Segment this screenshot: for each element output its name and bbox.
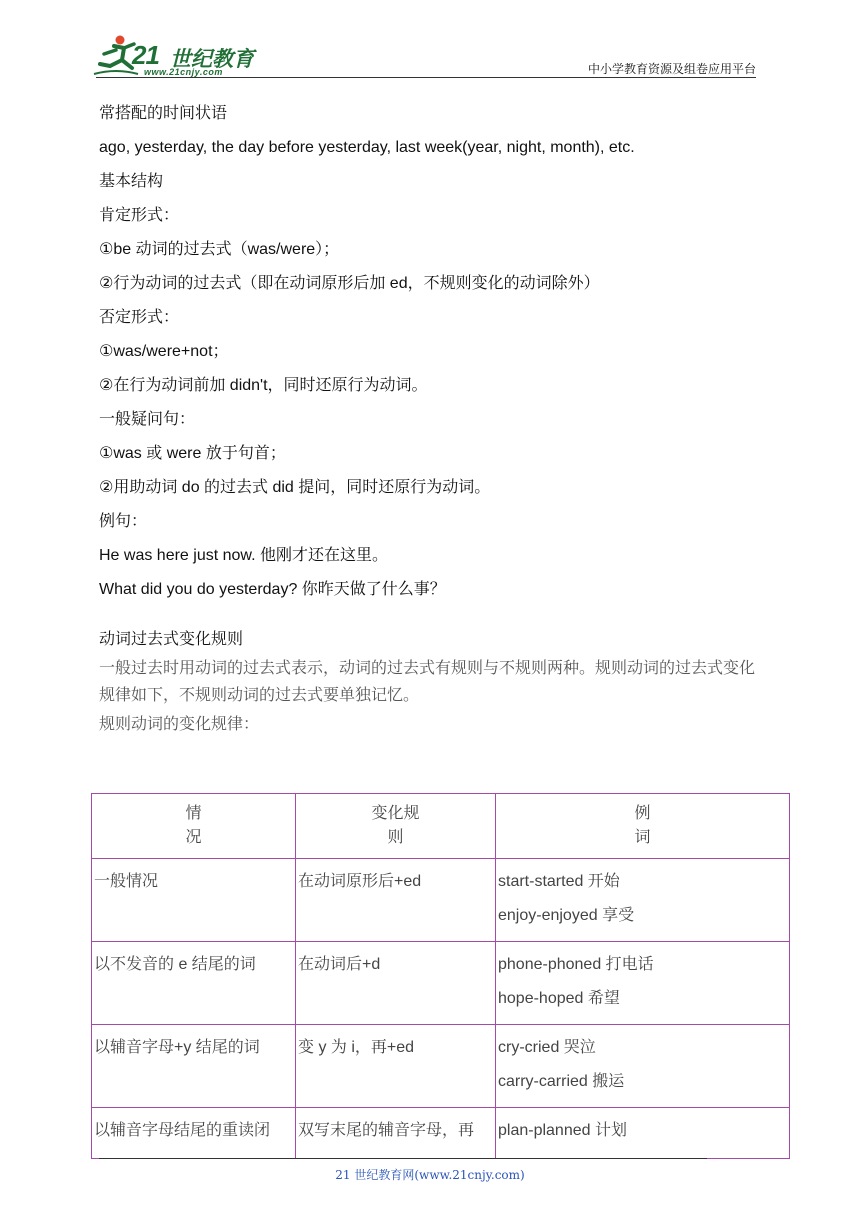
table-row xyxy=(92,1025,790,1108)
case-text: 以辅音字母结尾的重读闭 xyxy=(94,1122,271,1139)
example-text: carry-carried 搬运 xyxy=(498,1073,625,1090)
body-line: 否定形式： xyxy=(99,309,180,326)
example-text: hope-hoped 希望 xyxy=(498,990,620,1007)
example-text: start-started 开始 xyxy=(498,873,620,890)
footer-link[interactable]: 21 世纪教育网(www.21cnjy.com) xyxy=(335,1168,525,1182)
example-text: phone-phoned 打电话 xyxy=(498,956,654,973)
table-header-row xyxy=(92,794,790,859)
rules-table xyxy=(91,793,790,1159)
body-line: ②用助动词 do 的过去式 did 提问，同时还原行为动词。 xyxy=(99,479,491,496)
document-body xyxy=(99,97,779,741)
body-line: 肯定形式： xyxy=(99,207,180,224)
table-row xyxy=(92,942,790,1025)
body-line: 常搭配的时间状语 xyxy=(99,105,228,122)
body-line: 基本结构 xyxy=(99,173,164,190)
header-cell-example xyxy=(496,794,790,859)
header-text: 则 xyxy=(387,829,404,846)
body-line: ②在行为动词前加 didn't，同时还原行为动词。 xyxy=(99,377,428,394)
header-text: 例 xyxy=(634,805,651,822)
body-line: He was here just now. 他刚才还在这里。 xyxy=(99,547,388,564)
spacer xyxy=(99,607,779,625)
body-line: ①was 或 were 放于句首； xyxy=(99,445,286,462)
case-cell: 以辅音字母+y 结尾的词 xyxy=(92,1025,296,1108)
example-text: plan-planned 计划 xyxy=(498,1122,627,1139)
section-title: 动词过去式变化规则 xyxy=(99,631,244,648)
logo-text: 世纪教育 xyxy=(170,48,254,71)
body-line: ①be 动词的过去式（was/were）； xyxy=(99,241,340,258)
header-text: 变化规 xyxy=(371,805,420,822)
example-text: enjoy-enjoyed 享受 xyxy=(498,907,635,924)
header-cell-case xyxy=(92,794,296,859)
example-cell xyxy=(496,1025,790,1108)
rule-cell: 在动词后+d xyxy=(296,942,496,1025)
body-line: 例句： xyxy=(99,513,148,530)
case-cell: 一般情况 xyxy=(92,859,296,942)
body-line: ago, yesterday, the day before yesterday, last week(year, night, month), etc. xyxy=(99,139,635,156)
example-cell xyxy=(496,942,790,1025)
rule-cell: 变 y 为 i，再+ed xyxy=(296,1025,496,1108)
body-line: 一般疑问句： xyxy=(99,411,196,428)
table-caption: 规则动词的变化规律： xyxy=(99,716,260,733)
case-cell: 以不发音的 e 结尾的词 xyxy=(92,942,296,1025)
page-header xyxy=(0,0,860,90)
header-platform-text: 中小学教育资源及组卷应用平台 xyxy=(587,62,756,76)
section-paragraph: 一般过去时用动词的过去式表示，动词的过去式有规则与不规则两种。规则动词的过去式变化规律如下，不规则动词的过去式要单独记忆。 xyxy=(99,660,756,704)
rule-text: 双写末尾的辅音字母，再 xyxy=(298,1122,475,1139)
header-text: 词 xyxy=(634,829,651,846)
body-line: What did you do yesterday? 你昨天做了什么事？ xyxy=(99,581,446,598)
table-row xyxy=(92,1108,790,1159)
site-logo[interactable] xyxy=(92,34,262,78)
example-cell xyxy=(496,859,790,942)
header-text: 况 xyxy=(185,829,202,846)
logo-number: 21 xyxy=(132,40,159,70)
header-divider xyxy=(96,77,756,78)
rule-cell xyxy=(296,1108,496,1159)
table-row xyxy=(92,859,790,942)
header-cell-rule xyxy=(296,794,496,859)
example-cell xyxy=(496,1108,790,1159)
rule-cell: 在动词原形后+ed xyxy=(296,859,496,942)
body-line: ①was/were+not； xyxy=(99,343,229,360)
case-cell xyxy=(92,1108,296,1159)
footer-divider xyxy=(99,1158,707,1159)
logo-url: www.21cnjy.com xyxy=(144,67,223,77)
body-line: ②行为动词的过去式（即在动词原形后加 ed，不规则变化的动词除外） xyxy=(99,275,600,292)
example-text: cry-cried 哭泣 xyxy=(498,1039,596,1056)
header-text: 情 xyxy=(185,805,202,822)
